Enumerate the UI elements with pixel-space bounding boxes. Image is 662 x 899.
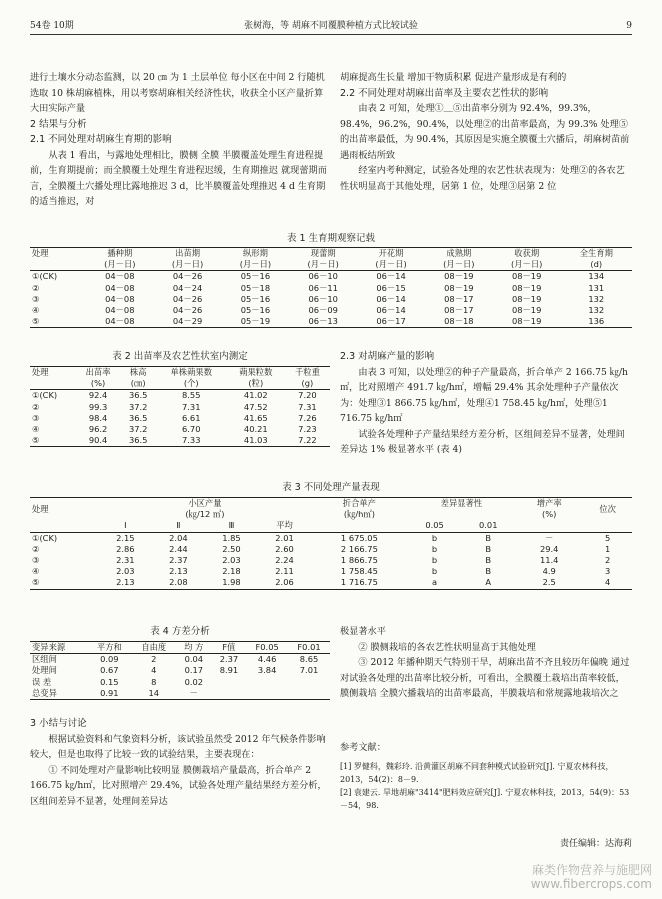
table-cell: 06－14 <box>376 304 406 315</box>
references-list <box>340 760 632 812</box>
table-row <box>30 305 632 316</box>
paragraph: 由表 3 可知，以处理②的种子产量最高，折合单产 2 166.75 ㎏/h㎡，比对照增产 491.7 ㎏/h㎡，增幅 29.4% 其余处理种子产量依次为：处理③1 866.75 ㎏/h㎡，处理④1 758.45 ㎏/h㎡，处理⑤1 716.75 ㎏/h㎡ <box>340 366 628 424</box>
table-cell: 7.33 <box>182 435 201 446</box>
header-cell: 播种期 <box>107 248 133 258</box>
table-cell: 04－08 <box>105 316 135 327</box>
table-cell: 2.24 <box>275 554 294 565</box>
table3-body <box>30 532 632 589</box>
paragraph: 极显著水平 <box>340 626 386 637</box>
watermark-title: 麻类作物营养与施肥网 <box>531 863 652 877</box>
row-label-cell: ③ <box>32 554 40 565</box>
header-cell: 出苗率 <box>85 367 111 377</box>
table-row <box>30 424 330 435</box>
table-cell: 99.3 <box>88 401 108 412</box>
table-cell: 29.4 <box>539 543 559 554</box>
table-cell: 40.21 <box>243 423 268 434</box>
row-label-cell: ② <box>32 401 40 412</box>
header-unit: (%) <box>90 378 106 389</box>
table-cell: 0.09 <box>100 654 119 665</box>
table-cell: 4 <box>151 665 157 676</box>
table-cell: 14 <box>148 687 160 698</box>
header-cell: 增产率 <box>536 498 562 508</box>
subsection-heading: 2.3 对胡麻产量的影响 <box>340 351 435 362</box>
header-cell: 自由度 <box>141 642 167 652</box>
table4-caption: 表 4 方差分析 <box>150 626 210 637</box>
table-cell: 90.4 <box>88 435 108 446</box>
table-cell: 06－13 <box>308 316 338 327</box>
header-unit: (月－日) <box>104 259 136 270</box>
table-cell: 36.5 <box>128 435 148 446</box>
table-cell: 2.44 <box>169 543 188 554</box>
table-cell <box>288 688 330 700</box>
header-cell: 差异显著性 <box>440 498 483 508</box>
header-cell: 处理 <box>32 503 49 514</box>
table-cell: 2.11 <box>275 566 294 577</box>
table-cell: 2.37 <box>219 654 239 665</box>
running-header <box>30 20 632 35</box>
table-cell: 06－17 <box>376 316 406 327</box>
table-cell: a <box>432 577 438 588</box>
header-cell: 成熟期 <box>446 248 472 258</box>
table-cell: 08－19 <box>511 271 542 282</box>
table-cell: 2.50 <box>222 543 241 554</box>
table-cell: 1.85 <box>222 532 241 543</box>
header-unit: (月－日) <box>239 259 272 270</box>
table-cell: 7.26 <box>298 412 317 423</box>
table-cell: 06－15 <box>376 282 406 293</box>
header-cell: 株高 <box>129 367 147 377</box>
table-cell: B <box>485 543 492 554</box>
reference-item: [1] 罗健科，魏彩玲. 沿黄灌区胡麻不同套种模式试验研究[J]. 宁夏农林科技，2013，54(2)：8－9. <box>340 762 614 784</box>
table-cell: b <box>431 532 438 543</box>
table-cell: 92.4 <box>88 390 108 401</box>
table-cell: 2.08 <box>169 577 188 588</box>
table-cell: 41.03 <box>243 435 268 446</box>
table-cell: 0.02 <box>184 676 204 687</box>
table-cell: 2.60 <box>275 543 294 554</box>
row-label-cell: 区组间 <box>32 654 57 665</box>
table-cell: 4.9 <box>542 566 556 577</box>
table-cell: 8.55 <box>182 390 201 401</box>
reference-item: [2] 袁建云. 旱地胡麻"3414"肥料效应研究[J]. 宁夏农林科技，2013，54(9)：53－54，98. <box>340 788 630 810</box>
table-cell: 08－17 <box>444 293 474 304</box>
table-cell: 8.65 <box>299 654 319 665</box>
paragraph: 试验各处理种子产量结果经方差分析，区组间差异不显著，处理间差异达 1% 极显著水平 (表 4) <box>340 428 625 455</box>
paragraph: 由表 2 可知，处理①＿⑤出苗率分别为 92.4%，99.3%，98.4%，96.2%，90.4%，以处理②的出苗率最高，为 99.3% 处理⑤的出苗率最低，为 90.4%，其原因是实施全膜覆土穴播后，胡麻树苗前遇雨板结所致 <box>340 103 630 161</box>
table-cell: 06－10 <box>308 293 338 304</box>
table2-body <box>30 390 330 447</box>
table-cell: 2.01 <box>275 532 294 543</box>
table-row <box>30 402 330 413</box>
table-cell: 04－26 <box>172 293 203 304</box>
table-cell: 0.15 <box>100 676 119 687</box>
table-cell: 04－08 <box>105 282 135 293</box>
table3 <box>30 497 632 590</box>
table-cell: 7.01 <box>299 665 319 676</box>
table-row <box>30 688 330 700</box>
header-cell: 全生育期 <box>579 248 613 258</box>
table-row <box>30 294 632 305</box>
table-cell: 08－19 <box>511 282 542 293</box>
table-cell: 7.20 <box>298 390 317 401</box>
table-cell: 5 <box>605 532 611 543</box>
header-unit: (㎏/h㎡) <box>343 509 375 520</box>
row-label-cell: ⑤ <box>32 435 40 446</box>
table-row <box>30 577 632 589</box>
table-cell: b <box>431 554 438 565</box>
header-rep: Ⅰ <box>124 520 127 531</box>
table-cell: － <box>545 532 554 543</box>
table-cell: 1 866.75 <box>340 554 378 565</box>
header-unit: (d) <box>590 259 603 270</box>
table-cell: 47.52 <box>243 401 268 412</box>
table-cell: 04－08 <box>105 304 135 315</box>
table-cell: 11.4 <box>539 554 559 565</box>
table-cell: 131 <box>588 282 605 293</box>
table-cell: 05－19 <box>240 316 271 327</box>
header-cell: 处理 <box>32 367 49 377</box>
table-cell: 08－19 <box>511 293 542 304</box>
table-cell: 7.31 <box>298 401 317 412</box>
row-label-cell: ④ <box>32 566 40 577</box>
table-row <box>30 435 330 447</box>
editor-credit: 责任编辑：达海莉 <box>559 839 632 849</box>
header-rep: Ⅱ <box>176 520 181 531</box>
table-cell: 2.13 <box>116 577 135 588</box>
header-cell: 单株蒴果数 <box>170 367 212 377</box>
table-row <box>30 555 632 566</box>
table-cell: 04－29 <box>172 316 203 327</box>
table4 <box>30 641 330 700</box>
table-cell: 08－17 <box>444 304 474 315</box>
table-row <box>30 271 632 283</box>
table-cell: 2.86 <box>116 543 135 554</box>
header-rep: 平均 <box>276 520 293 531</box>
right-column-middle <box>340 349 632 458</box>
header-unit: (%) <box>542 509 557 520</box>
row-label-cell: 处理间 <box>32 665 57 676</box>
row-label-cell: ①(CK) <box>32 532 58 543</box>
table-cell: 136 <box>588 316 605 327</box>
table-cell: 2.5 <box>542 577 556 588</box>
header-cell: 现蕾期 <box>310 248 336 258</box>
paragraph: 从表 1 看出，与露地处理相比，膜侧 全膜 半膜覆盖处理生育进程提前，生育期提前；而全膜覆土处理生育进程迟缓，生育期推迟 就现蕾期而言，全膜覆土穴播处理比露地推迟 3 d，比半膜覆盖处理推迟 4 d 生育期的适当推迟，对 <box>30 149 327 207</box>
right-column-top <box>340 70 632 194</box>
header-cell: 蒴果粒数 <box>239 367 273 377</box>
table-cell: 05－16 <box>240 304 271 315</box>
references-title: 参考文献： <box>340 742 386 753</box>
table-cell: 06－14 <box>376 271 406 282</box>
table-cell: 98.4 <box>88 412 108 423</box>
table-cell: 1 <box>605 543 611 554</box>
site-watermark <box>531 863 652 891</box>
table-cell: 4.46 <box>257 654 277 665</box>
table-cell: 06－09 <box>308 304 338 315</box>
table-cell: 132 <box>588 293 605 304</box>
table-cell: 1 758.45 <box>340 566 378 577</box>
table-cell: 05－16 <box>240 271 271 282</box>
table2-caption: 表 2 出苗率及农艺性状室内测定 <box>112 351 248 362</box>
table-cell: 06－14 <box>376 293 406 304</box>
header-cell: 变异来源 <box>32 642 66 652</box>
table-cell <box>212 688 247 700</box>
table-cell: 1 675.05 <box>340 532 378 543</box>
table-cell: 2 <box>151 654 157 665</box>
table1 <box>30 247 632 328</box>
table-cell: b <box>431 543 438 554</box>
header-cell: 折合单产 <box>342 498 376 508</box>
table-cell: 05－18 <box>240 282 271 293</box>
table-cell: 08－18 <box>444 316 474 327</box>
table-cell: 4 <box>605 577 611 588</box>
table-row <box>30 654 330 666</box>
running-title: 张树海，等 胡麻不同覆膜种植方式比较试验 <box>244 21 418 31</box>
table-cell: 0.91 <box>100 687 119 698</box>
paragraph: ② 膜侧栽培的各农艺性状明显高于其他处理 <box>358 641 536 653</box>
table-cell: b <box>431 566 438 577</box>
table-cell: 2.18 <box>222 566 241 577</box>
table-row <box>30 532 632 544</box>
table-cell: 04－08 <box>105 293 135 304</box>
table-cell: 08－19 <box>444 282 474 293</box>
table-cell: 37.2 <box>128 423 148 434</box>
row-label-cell: ③ <box>32 293 40 304</box>
row-label-cell: ④ <box>32 423 40 434</box>
paragraph: 进行土壤水分动态监测，以 20 ㎝ 为 1 土层单位 每小区在中间 2 行随机选取 10 株胡麻植株，用以考察胡麻相关经济性状，收获全小区产量折算大田实际产量 <box>30 72 325 114</box>
table-cell <box>212 677 247 688</box>
table-cell: 7.31 <box>182 401 201 412</box>
row-label-cell: ② <box>32 282 40 293</box>
table-cell: 2.31 <box>116 554 135 565</box>
header-unit: (个) <box>183 378 199 389</box>
header-level: 0.01 <box>479 520 498 531</box>
table-cell: 06－11 <box>308 282 338 293</box>
header-cell: 出苗期 <box>175 248 201 258</box>
paragraph: ③ 2012 年播种期天气特别干旱，胡麻出苗不齐且较历年偏晚 通过对试验各处理的出苗率比较分析，可看出，全膜覆土栽培出苗率较低，膜侧栽培 全膜穴播栽培的出苗率最高，半膜栽培和常规露地栽培次之 <box>340 657 630 699</box>
table-cell: 2 166.75 <box>340 543 378 554</box>
header-unit <box>30 259 86 271</box>
table-cell: 8 <box>151 676 157 687</box>
table-row <box>30 566 632 577</box>
table4-body <box>30 654 330 700</box>
header-unit: (月－日) <box>171 259 204 270</box>
header-cell: F0.05 <box>255 642 279 652</box>
table-cell: 132 <box>588 304 605 315</box>
row-label-cell: ② <box>32 543 40 554</box>
paragraph: 经室内考种测定，试验各处理的农艺性状表现为：处理②的各农艺性状明显高于其他处理，居第 1 位，处理③居第 2 位 <box>340 165 625 192</box>
table-cell: 7.23 <box>298 423 317 434</box>
row-label-cell: ④ <box>32 304 40 315</box>
header-cell: 收获期 <box>514 248 540 258</box>
table-cell: 05－16 <box>240 293 271 304</box>
table-cell: 08－19 <box>511 316 542 327</box>
section-heading: 2 结果与分析 <box>30 118 87 130</box>
row-label-cell: ①(CK) <box>32 390 58 401</box>
table-cell: 41.02 <box>243 390 268 401</box>
header-level: 0.05 <box>425 520 444 531</box>
row-label-cell: 误 差 <box>32 676 52 687</box>
paragraph: 根据试验资料和气象资料分析，该试验虽然受 2012 年气候条件影响较大，但是也取得了比较一致的试验结果，主要表现在： <box>30 733 326 760</box>
table-row <box>30 316 632 328</box>
row-label-cell: ⑤ <box>32 316 40 327</box>
table-cell: 2 <box>605 554 611 565</box>
header-unit: (粒) <box>248 378 264 389</box>
header-unit: (月－日) <box>375 259 407 270</box>
header-cell: 小区产量 <box>188 498 222 508</box>
table-cell: 96.2 <box>88 423 108 434</box>
header-unit: (㎏/12 ㎡) <box>185 509 225 520</box>
table-cell: 04－24 <box>172 282 203 293</box>
table-cell: 06－10 <box>308 271 338 282</box>
table-cell: 3 <box>605 566 611 577</box>
header-cell: F0.01 <box>297 642 321 652</box>
paragraph: 胡麻提高生长量 增加干物质积累 促进产量形成是有利的 <box>340 72 567 83</box>
header-unit <box>30 378 76 390</box>
table-row <box>30 677 330 688</box>
table-cell: 2.03 <box>116 566 135 577</box>
table-cell: 134 <box>588 271 605 282</box>
subsection-heading: 2.1 不同处理对胡麻生育期的影响 <box>30 134 172 145</box>
table-cell: B <box>485 532 492 543</box>
header-rep: Ⅲ <box>228 520 235 531</box>
header-cell: 位次 <box>599 503 616 514</box>
row-label-cell: ①(CK) <box>32 271 58 282</box>
table-cell: 6.70 <box>182 423 201 434</box>
table1-body <box>30 271 632 328</box>
subsection-heading: 2.2 不同处理对胡麻出苗率及主要农艺性状的影响 <box>340 87 549 99</box>
left-column-top <box>30 70 330 210</box>
table-row <box>30 390 330 402</box>
row-label-cell: 总变异 <box>32 687 57 698</box>
table-cell <box>288 677 330 688</box>
table-cell <box>246 677 288 688</box>
table-cell: 04－08 <box>105 271 135 282</box>
table-cell: 2.13 <box>169 566 188 577</box>
table-cell: 1.98 <box>222 577 241 588</box>
header-cell: F值 <box>222 642 236 652</box>
table-cell: 0.04 <box>184 654 204 665</box>
table3-caption: 表 3 不同处理产量表现 <box>282 482 380 493</box>
table-cell: 7.22 <box>298 435 317 446</box>
table-cell: 0.17 <box>184 665 204 676</box>
table-cell: B <box>485 554 492 565</box>
header-cell: 平方和 <box>96 642 122 652</box>
header-cell: 千粒重 <box>294 367 320 377</box>
table-cell: 08－19 <box>444 271 474 282</box>
row-label-cell: ⑤ <box>32 577 40 588</box>
table-cell: 6.61 <box>182 412 201 423</box>
table-cell: 1 716.75 <box>340 577 378 588</box>
table-cell: 2.37 <box>169 554 188 565</box>
table-cell: B <box>485 566 492 577</box>
table-row <box>30 283 632 294</box>
section-heading: 3 小结与讨论 <box>30 718 87 729</box>
watermark-url: www.fibercrops.com <box>530 877 652 891</box>
right-column-bottom <box>340 624 632 702</box>
left-column-bottom <box>30 716 330 809</box>
row-label-cell: ③ <box>32 412 40 423</box>
paragraph: ① 不同处理对产量影响比较明显 膜侧栽培产量最高，折合单产 2 166.75 ㎏/h㎡，比对照增产 29.4%，试验各处理产量结果经方差分析，区组间差异不显著，处理间差异达 <box>30 764 327 807</box>
table-cell: 3.84 <box>257 665 277 676</box>
table-row <box>30 544 632 555</box>
header-unit: (㎝) <box>130 378 146 389</box>
header-cell: 处理 <box>32 248 49 258</box>
table-cell: 08－19 <box>511 304 542 315</box>
table-cell: A <box>485 577 492 588</box>
table-cell: 37.2 <box>128 401 148 412</box>
table1-caption: 表 1 生育期观察记载 <box>286 233 376 244</box>
table-cell: 36.5 <box>128 412 148 423</box>
header-cell: 均 方 <box>184 642 204 652</box>
table-cell: 04－26 <box>172 304 203 315</box>
header-unit: (月－日) <box>307 259 339 270</box>
header-cell: 开花期 <box>378 248 404 258</box>
table-cell: 0.67 <box>100 665 119 676</box>
volume-issue: 54卷 10期 <box>30 21 74 31</box>
table-cell <box>246 688 288 700</box>
table-row <box>30 665 330 676</box>
header-unit: (g) <box>301 378 314 389</box>
table-row <box>30 413 330 424</box>
table-cell: 2.15 <box>116 532 135 543</box>
table-cell: 2.06 <box>275 577 294 588</box>
header-cell: 纵形期 <box>242 248 268 258</box>
table-cell: 2.04 <box>169 532 188 543</box>
table2 <box>30 366 330 447</box>
table-cell: 41.65 <box>243 412 268 423</box>
page-number: 9 <box>626 21 632 31</box>
table-cell: 8.91 <box>219 665 239 676</box>
table-cell: 2.03 <box>222 554 241 565</box>
table-cell: 04－26 <box>172 271 203 282</box>
table-cell: － <box>189 687 198 698</box>
table-cell: 36.5 <box>128 390 148 401</box>
header-unit: (月－日) <box>443 259 475 270</box>
header-unit: (月－日) <box>510 259 543 270</box>
